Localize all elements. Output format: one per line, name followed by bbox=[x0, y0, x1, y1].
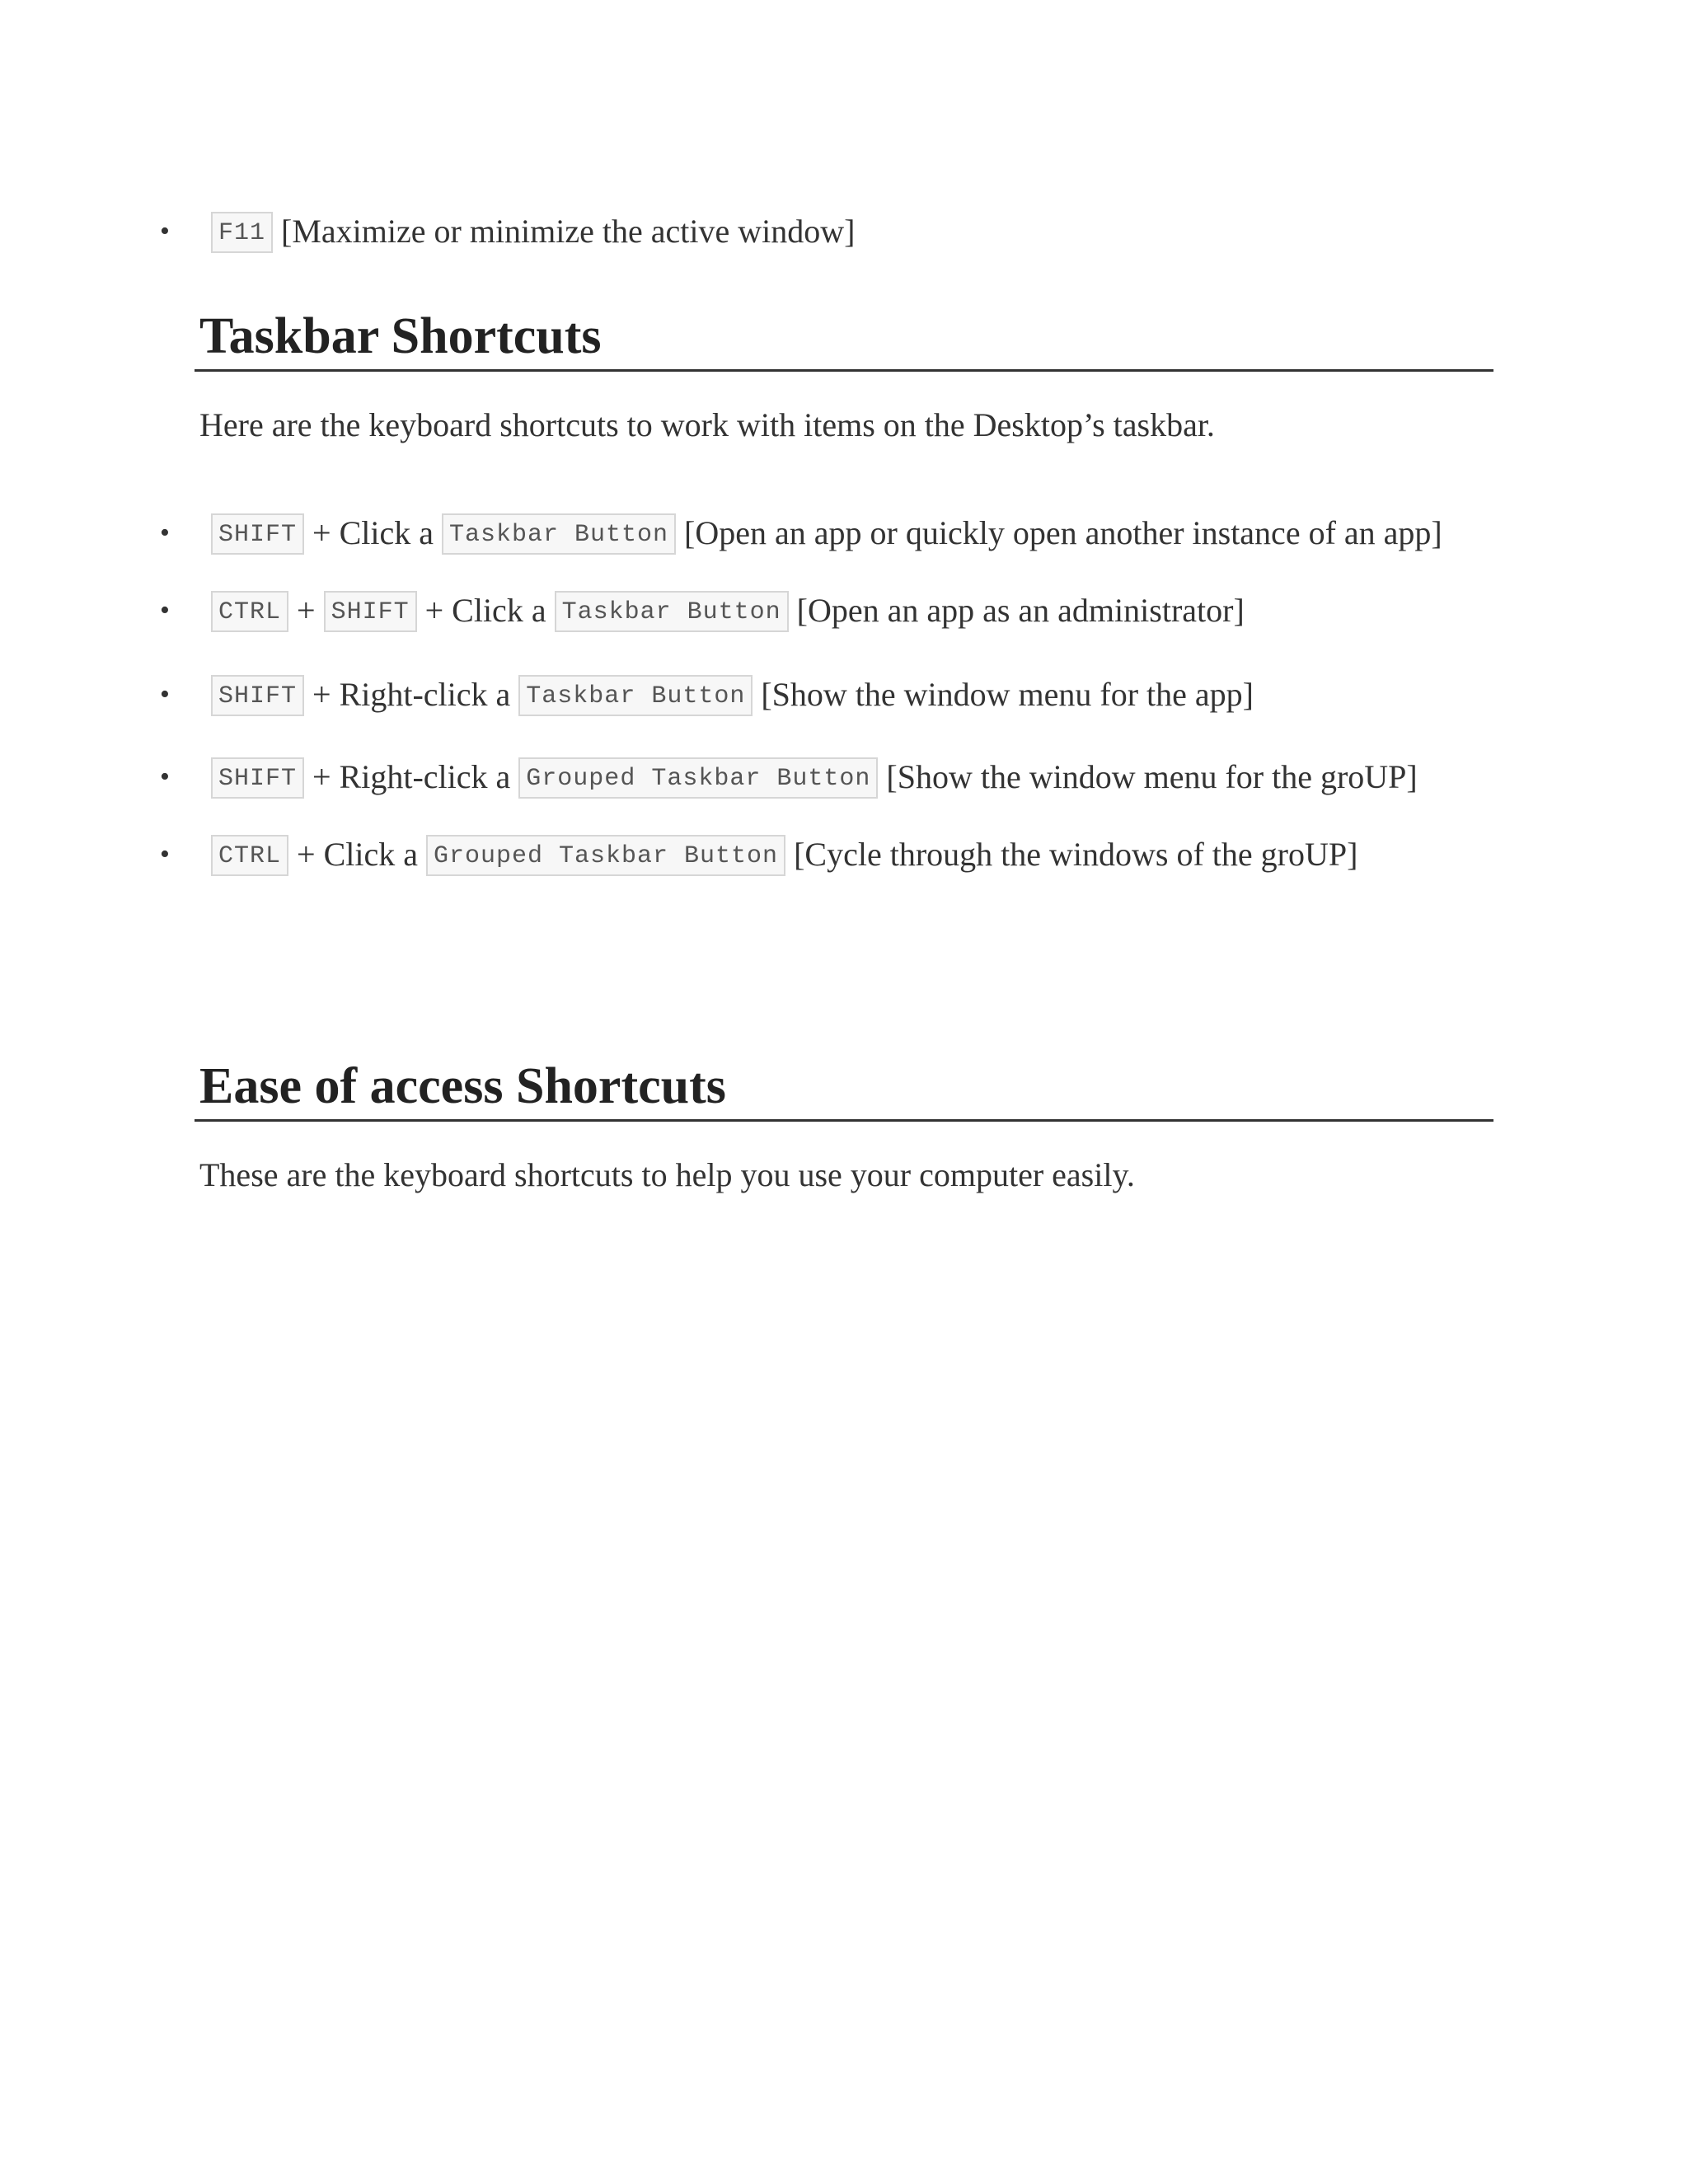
key-shift: SHIFT bbox=[324, 591, 417, 632]
key-grouped-taskbar-button: Grouped Taskbar Button bbox=[518, 757, 878, 799]
bullet: • bbox=[160, 839, 170, 869]
bullet: • bbox=[160, 762, 170, 792]
key-ctrl: CTRL bbox=[211, 591, 288, 632]
list-item bbox=[0, 499, 1688, 567]
shortcut-joiner: + Right-click a bbox=[312, 676, 511, 713]
taskbar-shortcut-list bbox=[0, 499, 1688, 888]
shortcut-joiner: + Click a bbox=[424, 592, 546, 629]
bullet: • bbox=[160, 595, 170, 626]
shortcut-description: [Open an app as an administrator] bbox=[796, 592, 1245, 629]
key-taskbar-button: Taskbar Button bbox=[442, 513, 676, 555]
shortcut-description: [Cycle through the windows of the groUP] bbox=[794, 836, 1358, 873]
list-item bbox=[0, 198, 1688, 265]
shortcut-description: [Show the window menu for the groUP] bbox=[886, 758, 1418, 795]
plus-sign: + bbox=[297, 592, 316, 629]
key-ctrl: CTRL bbox=[211, 835, 288, 876]
bullet: • bbox=[160, 518, 170, 548]
key-shift: SHIFT bbox=[211, 675, 304, 716]
list-item bbox=[0, 821, 1688, 888]
shortcut-description: [Show the window menu for the app] bbox=[761, 676, 1254, 713]
top-shortcut-list bbox=[0, 198, 1688, 265]
list-item bbox=[0, 743, 1688, 811]
taskbar-intro: Here are the keyboard shortcuts to work with items on the Desktop’s taskbar. bbox=[199, 406, 1215, 443]
key-shift: SHIFT bbox=[211, 513, 304, 555]
bullet: • bbox=[160, 216, 170, 246]
list-item bbox=[0, 577, 1688, 644]
shortcut-description: [Open an app or quickly open another instance of an app] bbox=[684, 514, 1442, 551]
ease-of-access-intro: These are the keyboard shortcuts to help you use your computer easily. bbox=[199, 1156, 1135, 1193]
key-f11: F11 bbox=[211, 212, 273, 253]
shortcut-joiner: + Click a bbox=[297, 836, 418, 873]
bullet: • bbox=[160, 679, 170, 710]
shortcut-joiner: + Right-click a bbox=[312, 758, 511, 795]
list-item bbox=[0, 661, 1688, 729]
shortcut-joiner: + Click a bbox=[312, 514, 434, 551]
key-grouped-taskbar-button: Grouped Taskbar Button bbox=[426, 835, 785, 876]
key-shift: SHIFT bbox=[211, 757, 304, 799]
taskbar-shortcuts-heading: Taskbar Shortcuts bbox=[195, 303, 1493, 372]
ease-of-access-heading: Ease of access Shortcuts bbox=[195, 1053, 1493, 1122]
shortcut-description: [Maximize or minimize the active window] bbox=[281, 213, 856, 250]
key-taskbar-button: Taskbar Button bbox=[555, 591, 789, 632]
key-taskbar-button: Taskbar Button bbox=[518, 675, 753, 716]
